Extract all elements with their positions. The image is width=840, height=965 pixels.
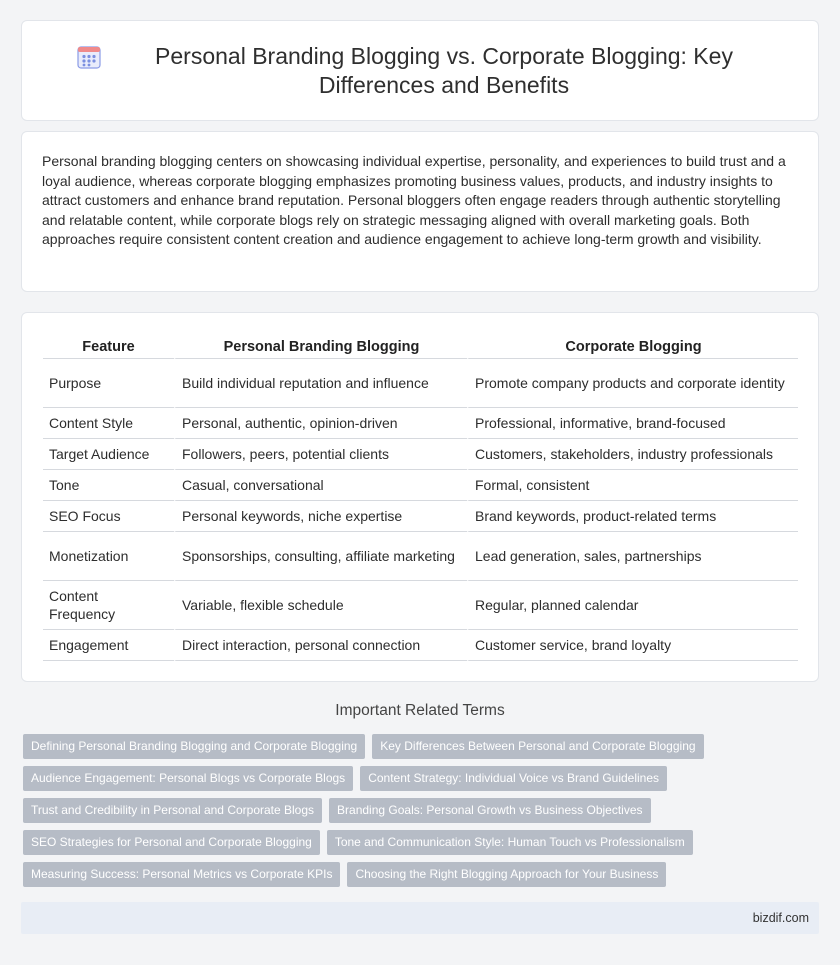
page-title: Personal Branding Blogging vs. Corporate Blogging: Key Differences and Benefits <box>155 42 733 98</box>
row-personal-cell: Direct interaction, personal connection <box>174 630 467 661</box>
header-card <box>21 20 819 121</box>
table-row <box>43 630 798 661</box>
footer-bar <box>21 902 819 934</box>
related-term-tag[interactable]: Content Strategy: Individual Voice vs Brand Guidelines <box>360 766 667 791</box>
table-row <box>43 408 798 439</box>
related-term-tag[interactable]: Choosing the Right Blogging Approach for Your Business <box>347 862 666 887</box>
row-corporate-cell: Formal, consistent <box>467 470 798 501</box>
related-terms-list <box>23 734 743 894</box>
row-feature-cell: Monetization <box>43 532 174 581</box>
row-corporate-cell: Lead generation, sales, partnerships <box>467 532 798 581</box>
row-feature-cell: Content Style <box>43 408 174 439</box>
row-corporate-cell: Promote company products and corporate identity <box>467 359 798 408</box>
table-row <box>43 532 798 581</box>
header-corporate: Corporate Blogging <box>467 333 798 359</box>
table-header-row <box>43 333 798 359</box>
row-corporate-cell: Brand keywords, product-related terms <box>467 501 798 532</box>
table-row <box>43 581 798 630</box>
related-terms-heading: Important Related Terms <box>335 702 505 719</box>
related-term-tag[interactable]: Branding Goals: Personal Growth vs Business Objectives <box>329 798 650 823</box>
row-personal-cell: Variable, flexible schedule <box>174 581 467 630</box>
related-term-tag[interactable]: Tone and Communication Style: Human Touch vs Professionalism <box>327 830 693 855</box>
comparison-table <box>43 333 798 661</box>
row-feature-cell: Engagement <box>43 630 174 661</box>
row-personal-cell: Followers, peers, potential clients <box>174 439 467 470</box>
intro-paragraph: Personal branding blogging centers on showcasing individual expertise, personality, and experiences to build trust and a loyal audience, whereas corporate blogging emphasizes promoting business values, products, and industry insights to attract customers and enhance brand reputation. Personal bloggers often engage readers through authentic storytelling and relatable content, while corporate blogs rely on strategic messaging aligned with overall marketing goals. Both approaches require consistent content creation and audience engagement to achieve long-term growth and visibility. <box>42 153 786 247</box>
related-term-tag[interactable]: Trust and Credibility in Personal and Corporate Blogs <box>23 798 322 823</box>
row-feature-cell: SEO Focus <box>43 501 174 532</box>
row-feature-cell: Tone <box>43 470 174 501</box>
row-corporate-cell: Regular, planned calendar <box>467 581 798 630</box>
intro-card <box>21 131 819 292</box>
row-personal-cell: Build individual reputation and influence <box>174 359 467 408</box>
grid-calendar-icon <box>76 44 102 70</box>
table-row <box>43 359 798 408</box>
row-personal-cell: Personal, authentic, opinion-driven <box>174 408 467 439</box>
row-corporate-cell: Customers, stakeholders, industry professionals <box>467 439 798 470</box>
row-personal-cell: Casual, conversational <box>174 470 467 501</box>
related-term-tag[interactable]: Defining Personal Branding Blogging and Corporate Blogging <box>23 734 365 759</box>
row-personal-cell: Sponsorships, consulting, affiliate marketing <box>174 532 467 581</box>
row-feature-cell: Content Frequency <box>43 581 174 630</box>
related-term-tag[interactable]: SEO Strategies for Personal and Corporate Blogging <box>23 830 320 855</box>
comparison-card <box>21 312 819 682</box>
related-term-tag[interactable]: Audience Engagement: Personal Blogs vs Corporate Blogs <box>23 766 353 791</box>
table-row <box>43 470 798 501</box>
table-row <box>43 501 798 532</box>
footer-site-link[interactable]: bizdif.com <box>752 911 809 925</box>
row-feature-cell: Purpose <box>43 359 174 408</box>
row-corporate-cell: Professional, informative, brand-focused <box>467 408 798 439</box>
row-feature-cell: Target Audience <box>43 439 174 470</box>
related-term-tag[interactable]: Measuring Success: Personal Metrics vs Corporate KPIs <box>23 862 340 887</box>
header-feature: Feature <box>43 333 174 359</box>
row-corporate-cell: Customer service, brand loyalty <box>467 630 798 661</box>
table-row <box>43 439 798 470</box>
header-personal-branding: Personal Branding Blogging <box>174 333 467 359</box>
row-personal-cell: Personal keywords, niche expertise <box>174 501 467 532</box>
related-term-tag[interactable]: Key Differences Between Personal and Corporate Blogging <box>372 734 703 759</box>
